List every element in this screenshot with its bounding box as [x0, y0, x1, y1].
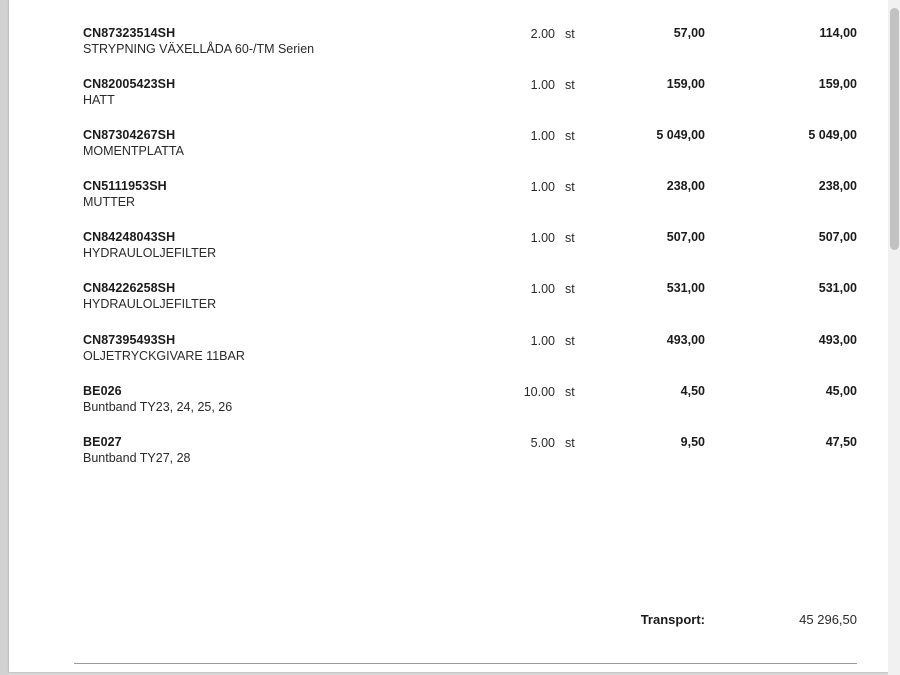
- item-description: Buntband TY23, 24, 25, 26: [83, 400, 233, 414]
- table-row[interactable]: [9, 230, 888, 281]
- item-unit: st: [565, 27, 575, 41]
- item-unit-price: 159,00: [666, 77, 705, 91]
- scrollbar-thumb[interactable]: [890, 8, 899, 250]
- item-quantity: 1.00: [530, 282, 555, 296]
- item-code: BE026: [83, 384, 122, 398]
- item-unit-price: 493,00: [666, 333, 705, 347]
- item-unit-price: 238,00: [666, 179, 705, 193]
- transport-value: 45 296,50: [799, 612, 857, 627]
- item-code: CN87304267SH: [83, 128, 176, 142]
- table-row[interactable]: [9, 77, 888, 128]
- item-quantity: 1.00: [530, 334, 555, 348]
- footer-divider: [74, 663, 857, 664]
- item-unit: st: [565, 436, 575, 450]
- item-code: CN84226258SH: [83, 281, 176, 295]
- item-quantity: 5.00: [530, 436, 555, 450]
- item-code: CN87395493SH: [83, 333, 176, 347]
- item-amount: 159,00: [818, 77, 857, 91]
- item-unit: st: [565, 282, 575, 296]
- item-code: BE027: [83, 435, 122, 449]
- transport-label: Transport:: [640, 612, 705, 627]
- item-quantity: 1.00: [530, 129, 555, 143]
- item-code: CN84248043SH: [83, 230, 176, 244]
- item-unit: st: [565, 78, 575, 92]
- item-unit: st: [565, 334, 575, 348]
- item-unit: st: [565, 385, 575, 399]
- table-row[interactable]: [9, 26, 888, 77]
- item-quantity: 1.00: [530, 231, 555, 245]
- item-description: MOMENTPLATTA: [83, 144, 184, 158]
- item-description: STRYPNING VÄXELLÅDA 60-/TM Serien: [83, 42, 315, 56]
- table-row[interactable]: [9, 179, 888, 230]
- item-quantity: 2.00: [530, 27, 555, 41]
- table-row[interactable]: [9, 128, 888, 179]
- item-code: CN82005423SH: [83, 77, 176, 91]
- item-unit-price: 507,00: [666, 230, 705, 244]
- item-unit-price: 531,00: [666, 281, 705, 295]
- page-left-margin: [0, 0, 9, 675]
- item-amount: 47,50: [825, 435, 857, 449]
- item-quantity: 1.00: [530, 78, 555, 92]
- item-amount: 5 049,00: [808, 128, 857, 142]
- item-code: CN5111953SH: [83, 179, 167, 193]
- item-unit-price: 4,50: [680, 384, 705, 398]
- item-description: Buntband TY27, 28: [83, 451, 191, 465]
- item-unit: st: [565, 231, 575, 245]
- item-description: HATT: [83, 93, 115, 107]
- table-row[interactable]: [9, 384, 888, 435]
- document-page: [9, 0, 888, 672]
- table-row[interactable]: [9, 435, 888, 486]
- table-row[interactable]: [9, 281, 888, 332]
- item-unit-price: 5 049,00: [656, 128, 705, 142]
- table-row[interactable]: [9, 333, 888, 384]
- item-amount: 45,00: [825, 384, 857, 398]
- item-unit-price: 9,50: [680, 435, 705, 449]
- item-amount: 531,00: [818, 281, 857, 295]
- item-unit-price: 57,00: [673, 26, 705, 40]
- item-description: MUTTER: [83, 195, 136, 209]
- item-amount: 238,00: [818, 179, 857, 193]
- item-description: HYDRAULOLJEFILTER: [83, 297, 217, 311]
- vertical-scrollbar[interactable]: [888, 0, 900, 675]
- item-description: HYDRAULOLJEFILTER: [83, 246, 217, 260]
- item-quantity: 10.00: [523, 385, 555, 399]
- item-amount: 114,00: [819, 26, 857, 40]
- item-code: CN87323514SH: [83, 26, 176, 40]
- item-unit: st: [565, 129, 575, 143]
- transport-summary: [9, 612, 888, 634]
- item-quantity: 1.00: [530, 180, 555, 194]
- item-amount: 493,00: [818, 333, 857, 347]
- item-description: OLJETRYCKGIVARE 11BAR: [83, 349, 245, 363]
- item-amount: 507,00: [818, 230, 857, 244]
- item-unit: st: [565, 180, 575, 194]
